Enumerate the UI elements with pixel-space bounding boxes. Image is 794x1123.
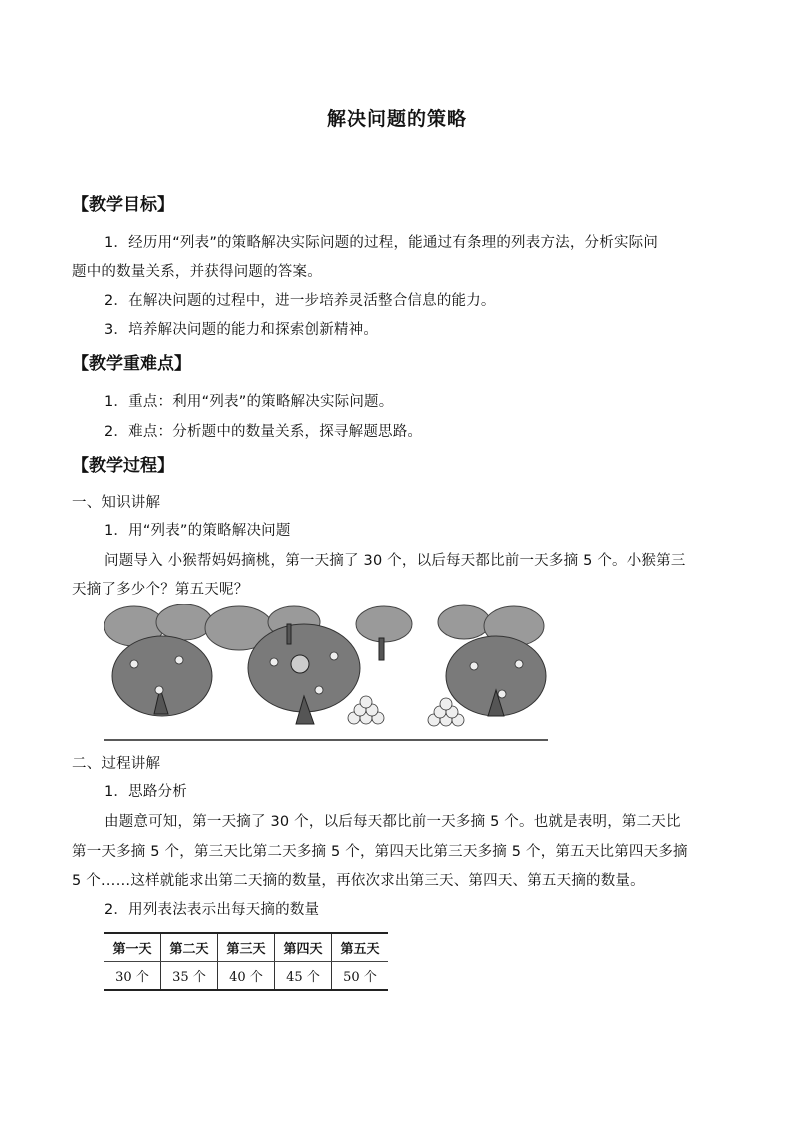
table-header-cell: 第五天 (332, 933, 389, 962)
table-row (104, 962, 388, 991)
analysis-line-2: 第一天多摘 5 个，第三天比第二天多摘 5 个，第四天比第三天多摘 5 个，第五天比第四天多摘 (72, 844, 688, 860)
part1-title: 一、知识讲解 (72, 495, 161, 511)
objective-line-2: 题中的数量关系，并获得问题的答案。 (72, 264, 322, 280)
table-cell: 50 个 (332, 962, 389, 991)
part2-subtitle-1: 1．思路分析 (104, 784, 187, 800)
table-header-cell: 第二天 (161, 933, 218, 962)
analysis-line-1: 由题意可知，第一天摘了 30 个，以后每天都比前一天多摘 5 个。也就是表明，第二天比 (104, 814, 681, 830)
objective-line-1: 1．经历用“列表”的策略解决实际问题的过程，能通过有条理的列表方法，分析实际问 (104, 235, 659, 251)
table-cell: 40 个 (218, 962, 275, 991)
intro-line-2: 天摘了多少个？第五天呢？ (72, 582, 249, 598)
daily-count-table (104, 932, 388, 991)
part2-subtitle-2: 2．用列表法表示出每天摘的数量 (104, 902, 320, 918)
table-header-cell: 第一天 (104, 933, 161, 962)
key-point-line-2: 2．难点：分析题中的数量关系，探寻解题思路。 (104, 424, 423, 440)
table-cell: 45 个 (275, 962, 332, 991)
process-heading: 【教学过程】 (72, 456, 174, 476)
part1-subtitle: 1．用“列表”的策略解决问题 (104, 523, 291, 539)
intro-line-1: 问题导入 小猴帮妈妈摘桃，第一天摘了 30 个，以后每天都比前一天多摘 5 个。小猴第三 (104, 553, 686, 569)
objectives-heading: 【教学目标】 (72, 195, 174, 215)
objective-line-4: 3．培养解决问题的能力和探索创新精神。 (104, 322, 379, 338)
key-point-line-1: 1．重点：利用“列表”的策略解决实际问题。 (104, 394, 394, 410)
key-points-heading: 【教学重难点】 (72, 354, 191, 374)
table-header-cell: 第三天 (218, 933, 275, 962)
page-title: 解决问题的策略 (326, 108, 467, 130)
part2-title: 二、过程讲解 (72, 756, 161, 772)
table-header-cell: 第四天 (275, 933, 332, 962)
analysis-line-3: 5 个……这样就能求出第二天摘的数量，再依次求出第三天、第四天、第五天摘的数量。 (72, 873, 645, 889)
table-header-row (104, 933, 388, 962)
peach-tree-illustration (104, 604, 548, 742)
objective-line-3: 2．在解决问题的过程中，进一步培养灵活整合信息的能力。 (104, 293, 496, 309)
table-cell: 35 个 (161, 962, 218, 991)
table-cell: 30 个 (104, 962, 161, 991)
